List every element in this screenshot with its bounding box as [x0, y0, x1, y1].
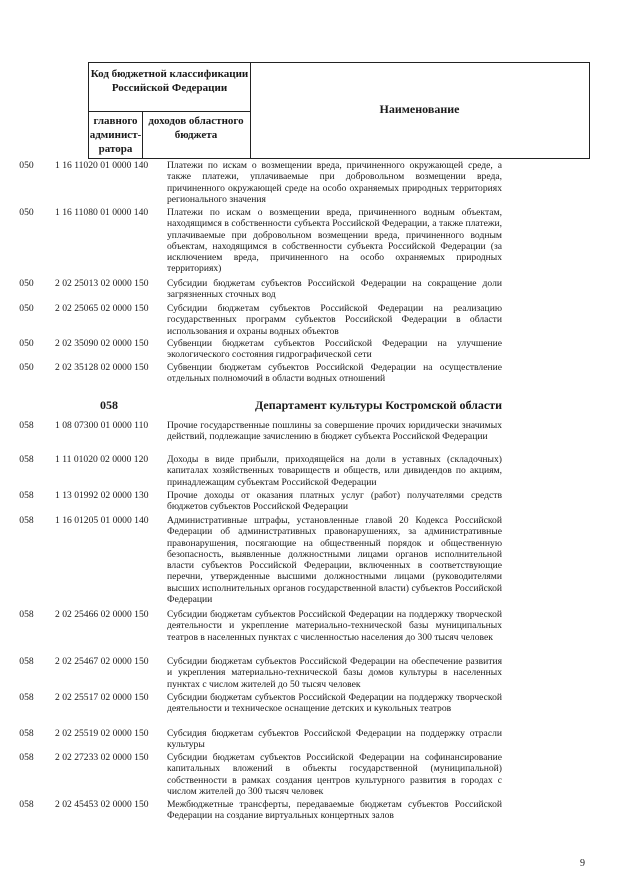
income-code: 2 02 25467 02 0000 150: [55, 656, 149, 667]
row-name: Прочие государственные пошлины за совершение прочих юридически значимых действий, подлежащие зачислению в бюджет субъекта Российской Федерации: [167, 420, 502, 443]
admin-code: 050: [19, 207, 34, 218]
income-code: 2 02 45453 02 0000 150: [55, 799, 149, 810]
admin-code: 058: [19, 692, 34, 703]
income-code: 2 02 25013 02 0000 150: [55, 278, 149, 289]
admin-code: 050: [19, 278, 34, 289]
row-name: Платежи по искам о возмещении вреда, причиненного окружающей среде, а также платежи, уплачиваемые при добровольном возмещении вреда, причиненного окружающей среде на особо охраняемых природных территориях регионального значения: [167, 160, 502, 205]
income-code: 2 02 35090 02 0000 150: [55, 338, 149, 349]
table-header: [88, 62, 590, 159]
income-code: 2 02 25065 02 0000 150: [55, 303, 149, 314]
income-code: 2 02 25517 02 0000 150: [55, 692, 149, 703]
admin-code: 058: [19, 420, 34, 431]
income-code: 1 16 11080 01 0000 140: [55, 207, 149, 218]
admin-code: 058: [19, 490, 34, 501]
row-name: Субсидии бюджетам субъектов Российской Федерации на поддержку творческой деятельности и укрепление материально-технической базы муниципальных театров в населенных пунктах с численностью населения до 300 тысяч человек: [167, 609, 502, 643]
admin-code: 058: [19, 454, 34, 465]
row-name: Субвенции бюджетам субъектов Российской Федерации на улучшение экологического состояния гидрографической сети: [167, 338, 502, 361]
admin-code: 058: [19, 752, 34, 763]
row-name: Административные штрафы, установленные главой 20 Кодекса Российской Федерации об административных правонарушениях, за административные правонарушения, посягающие на общественный порядок и общественную безопасность, выявленные должностными лицами органов исполнительной власти субъектов Российской Федерации, включенных в соответствующие перечни, утвержденные высшими должностными лицами (руководителями высших исполнительных органов государственной власти) субъектов Российской Федерации: [167, 515, 502, 606]
income-code: 1 08 07300 01 0000 110: [55, 420, 149, 431]
income-code: 1 13 01992 02 0000 130: [55, 490, 149, 501]
income-code: 2 02 35128 02 0000 150: [55, 362, 149, 373]
row-name: Прочие доходы от оказания платных услуг (работ) получателями средств бюджетов субъектов Российской Федерации: [167, 490, 502, 513]
income-code: 1 16 11020 01 0000 140: [55, 160, 149, 171]
row-name: Субвенции бюджетам субъектов Российской Федерации на осуществление отдельных полномочий в области водных отношений: [167, 362, 502, 385]
admin-code: 058: [19, 515, 34, 526]
row-name: Субсидия бюджетам субъектов Российской Федерации на поддержку отрасли культуры: [167, 728, 502, 751]
admin-code: 058: [19, 728, 34, 739]
row-name: Субсидии бюджетам субъектов Российской Федерации на софинансирование капитальных вложений в объекты государственной (муниципальной) собственности в рамках создания центров культурного развития в городах с числом жителей до 300 тысяч человек: [167, 752, 502, 797]
income-code: 1 11 01020 02 0000 120: [55, 454, 149, 465]
header-admin-col: главного админист-ратора: [89, 115, 142, 155]
admin-code: 058: [19, 799, 34, 810]
header-name-col: Наименование: [379, 102, 460, 116]
section-title: Департамент культуры Костромской области: [255, 398, 503, 412]
row-name: Субсидии бюджетам субъектов Российской Федерации на поддержку творческой деятельности и техническое оснащение детских и кукольных театров: [167, 692, 502, 715]
admin-code: 050: [19, 362, 34, 373]
row-name: Субсидии бюджетам субъектов Российской Федерации на сокращение доли загрязненных сточных вод: [167, 278, 502, 301]
admin-code: 050: [19, 303, 34, 314]
row-name: Субсидии бюджетам субъектов Российской Федерации на обеспечение развития и укрепления материально-технической базы домов культуры в населенных пунктах с числом жителей до 50 тысяч человек: [167, 656, 502, 690]
header-income-col: доходов областного бюджета: [148, 115, 244, 141]
row-name: Платежи по искам о возмещении вреда, причиненного водным объектам, находящимся в собственности субъекта Российской Федерации, а также платежи, уплачиваемые при добровольном возмещении вреда, причиненного водным объектам, находящимся в собственности субъекта Российской Федерации (за исключением вреда, причиненного на особо охраняемых природных территориях): [167, 207, 502, 275]
income-code: 2 02 27233 02 0000 150: [55, 752, 149, 763]
row-name: Межбюджетные трансферты, передаваемые бюджетам субъектов Российской Федерации на создание виртуальных концертных залов: [167, 799, 502, 822]
row-name: Доходы в виде прибыли, приходящейся на доли в уставных (складочных) капиталах хозяйственных товариществ и обществ, или дивидендов по акциям, принадлежащим субъектам Российской Федерации: [167, 454, 502, 488]
income-code: 1 16 01205 01 0000 140: [55, 515, 149, 526]
income-code: 2 02 25519 02 0000 150: [55, 728, 149, 739]
admin-code: 050: [19, 338, 34, 349]
admin-code: 058: [19, 656, 34, 667]
header-code-group: Код бюджетной классификации Российской Федерации: [90, 68, 249, 94]
page-number: 9: [580, 858, 585, 869]
income-code: 2 02 25466 02 0000 150: [55, 609, 149, 620]
row-name: Субсидии бюджетам субъектов Российской Федерации на реализацию государственных программ субъектов Российской Федерации в области использования и охраны водных объектов: [167, 303, 502, 337]
admin-code: 058: [19, 609, 34, 620]
section-admin-code: 058: [100, 398, 118, 412]
admin-code: 050: [19, 160, 34, 171]
